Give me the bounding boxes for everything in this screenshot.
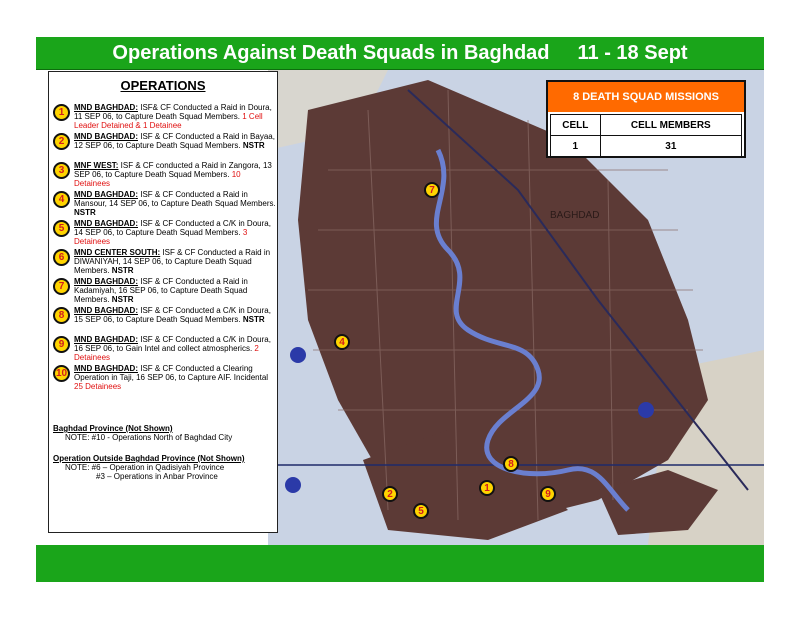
map-marker-5[interactable]: 5 — [413, 503, 429, 519]
footer-bar — [36, 545, 764, 582]
operation-description: ISF & CF Conducted a Raid in Mansour, 14 SEP 06, to Capture Death Squad Members. — [74, 190, 276, 208]
operation-unit: MND BAGHDAD: — [74, 132, 138, 141]
outside-note-2: #3 – Operations in Anbar Province — [96, 472, 218, 481]
operation-result: NSTR — [242, 141, 265, 150]
operation-result: NSTR — [74, 208, 96, 217]
missions-table — [550, 114, 742, 157]
operation-result: NSTR — [111, 295, 134, 304]
operation-description: ISF & CF Conducted a C/K in Doura, 15 SEP 06, to Capture Death Squad Members. — [74, 306, 271, 324]
operation-number-badge: 4 — [53, 191, 70, 208]
notes-section — [53, 424, 245, 481]
operations-list — [49, 103, 277, 391]
operation-result: NSTR — [111, 266, 134, 275]
operation-description: ISF & CF Conducted a C/K in Doura, 14 SEP 06, to Capture Death Squad Members. — [74, 219, 271, 237]
outside-note-heading: Operation Outside Baghdad Province (Not Shown) — [53, 454, 245, 463]
operation-result: 2 Detainees — [74, 344, 259, 362]
operation-description: ISF & CF Conducted a C/K in Doura, 16 SEP 06, to Gain Intel and collect atmospherics. — [74, 335, 271, 353]
map-marker-8[interactable]: 8 — [503, 456, 519, 472]
operation-number-badge: 8 — [53, 307, 70, 324]
operation-unit: MND BAGHDAD: — [74, 219, 138, 228]
operation-result: 25 Detainees — [74, 382, 122, 391]
operation-number-badge: 7 — [53, 278, 70, 295]
operation-description: ISF & CF Conducted a Clearing Operation in Taji, 16 SEP 06, to Capture AIF. Incidental — [74, 364, 269, 382]
operation-item — [53, 277, 277, 304]
operation-result: NSTR — [242, 315, 265, 324]
operation-item — [53, 248, 277, 275]
operations-panel — [48, 71, 278, 533]
operation-item — [53, 103, 277, 130]
province-note: NOTE: #10 - Operations North of Baghdad City — [65, 433, 233, 442]
operation-number-badge: 6 — [53, 249, 70, 266]
title-bar — [36, 37, 764, 70]
province-note-heading: Baghdad Province (Not Shown) — [53, 424, 173, 433]
operation-item — [53, 219, 277, 246]
map-marker-2[interactable]: 2 — [382, 486, 398, 502]
operation-item — [53, 161, 277, 188]
operation-item — [53, 132, 277, 159]
operation-number-badge: 9 — [53, 336, 70, 353]
operation-number-badge: 1 — [53, 104, 70, 121]
operation-unit: MND BAGHDAD: — [74, 190, 138, 199]
map-marker-7[interactable]: 7 — [424, 182, 440, 198]
operations-heading: OPERATIONS — [120, 78, 206, 93]
operation-item — [53, 335, 277, 362]
operation-unit: MND BAGHDAD: — [74, 335, 138, 344]
date-range: 11 - 18 Sept — [577, 41, 688, 64]
operation-number-badge: 3 — [53, 162, 70, 179]
operation-description: ISF & CF Conducted a Raid in Bayaa, 12 SEP 06, to Capture Death Squad Members. — [74, 132, 275, 150]
operation-description: ISF & CF Conducted a Raid in DIWANIYAH, 14 SEP 06, to Capture Death Squad Members. — [74, 248, 271, 275]
operation-result: 10 Detainees — [74, 170, 241, 188]
operation-item — [53, 364, 277, 391]
operation-unit: MND BAGHDAD: — [74, 306, 138, 315]
map-marker-1[interactable]: 1 — [479, 480, 495, 496]
operation-result: 1 Cell Leader Detained & 1 Detainee — [74, 112, 263, 130]
operation-description: ISF & CF Conducted a Raid in Kadamiyah, 16 SEP 06, to Capture Death Squad Members. — [74, 277, 248, 304]
operation-item — [53, 306, 277, 333]
operation-item — [53, 190, 277, 217]
map-marker-4[interactable]: 4 — [334, 334, 350, 350]
missions-cell-value: 1 — [551, 136, 601, 157]
missions-heading: 8 DEATH SQUAD MISSIONS — [548, 82, 744, 112]
operation-result: 3 Detainees — [74, 228, 248, 246]
operation-unit: MNF WEST: — [74, 161, 119, 170]
operation-unit: MND BAGHDAD: — [74, 277, 138, 286]
missions-col-members: CELL MEMBERS — [600, 115, 741, 136]
operation-unit: MND BAGHDAD: — [74, 103, 138, 112]
operation-description: ISF& CF Conducted a Raid in Doura, 11 SEP 06, to Capture Death Squad Members. — [74, 103, 272, 121]
operation-description: ISF & CF conducted a Raid in Zangora, 13 SEP 06, to Capture Death Squad Members. — [74, 161, 272, 179]
map-city-label: BAGHDAD — [550, 210, 600, 221]
operation-unit: MND CENTER SOUTH: — [74, 248, 161, 257]
missions-box — [546, 80, 746, 158]
map-marker-9[interactable]: 9 — [540, 486, 556, 502]
page-title: Operations Against Death Squads in Baghdad — [112, 41, 550, 64]
operation-number-badge: 10 — [53, 365, 70, 382]
outside-note-1: NOTE: #6 – Operation in Qadisiyah Province — [65, 463, 225, 472]
missions-members-value: 31 — [600, 136, 741, 157]
operation-number-badge: 5 — [53, 220, 70, 237]
operation-number-badge: 2 — [53, 133, 70, 150]
operation-unit: MND BAGHDAD: — [74, 364, 138, 373]
missions-col-cell: CELL — [551, 115, 601, 136]
